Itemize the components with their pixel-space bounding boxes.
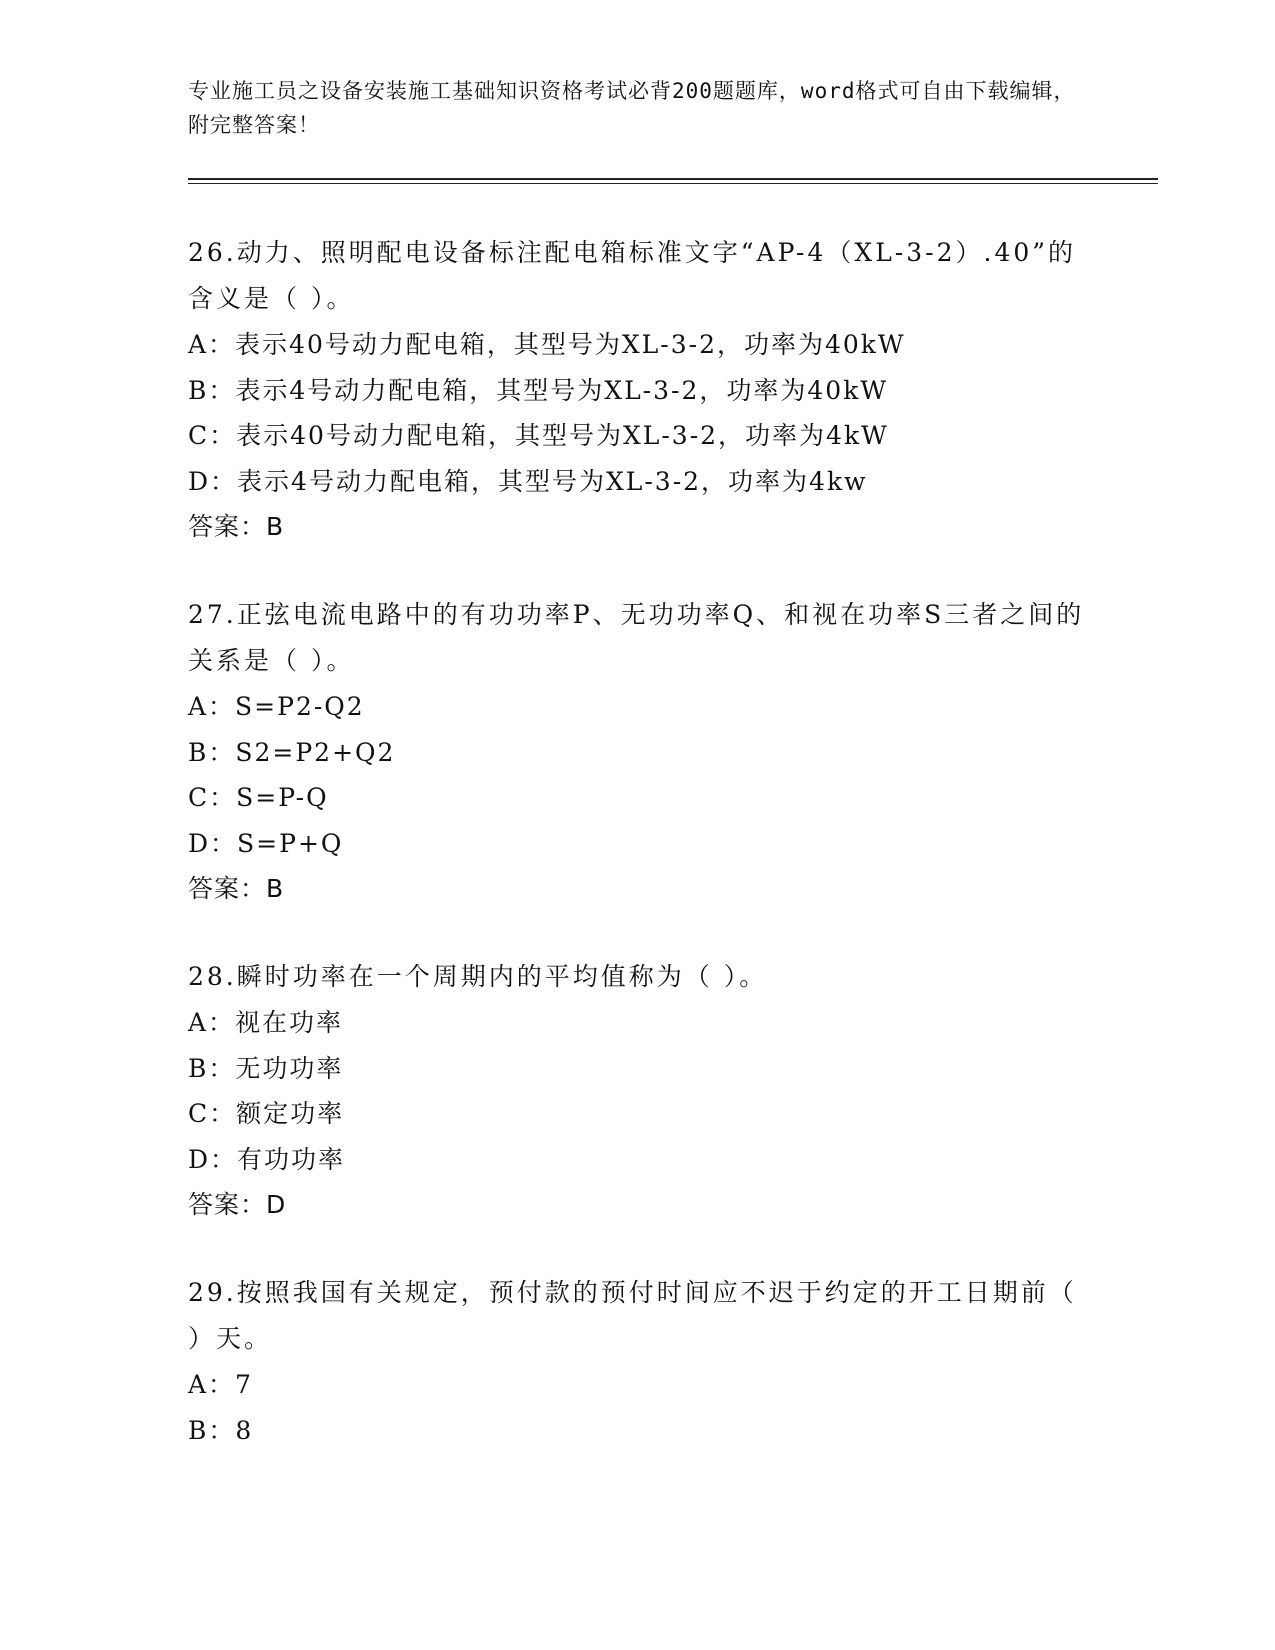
option-b: B：无功功率: [188, 1053, 344, 1083]
question-27: [188, 592, 1088, 912]
question-29: [188, 1270, 1088, 1453]
question-stem: 27.正弦电流电路中的有功功率P、无功功率Q、和视在功率S三者之间的关系是（ ）。: [188, 600, 1085, 675]
document-header: 专业施工员之设备安装施工基础知识资格考试必背200题题库，word格式可自由下载编辑，附完整答案！: [188, 79, 1076, 137]
option-c: C：额定功率: [188, 1099, 345, 1128]
option-d: D：表示4号动力配电箱，其型号为XL-3-2，功率为4kw: [188, 466, 868, 496]
option-b: B：表示4号动力配电箱，其型号为XL-3-2，功率为40kW: [188, 375, 889, 405]
option-a: A：7: [188, 1370, 253, 1399]
question-28: [188, 954, 1088, 1228]
option-c: C：S=P-Q: [188, 783, 329, 812]
question-stem: 28.瞬时功率在一个周期内的平均值称为（ ）。: [188, 962, 768, 991]
option-d: D：S=P+Q: [188, 828, 344, 858]
option-a: A：表示40号动力配电箱，其型号为XL-3-2，功率为40kW: [188, 330, 906, 359]
question-stem: 26.动力、照明配电设备标注配电箱标准文字“AP-4（XL-3-2）.40”的含义是（ ）。: [188, 238, 1077, 313]
question-stem: 29.按照我国有关规定，预付款的预付时间应不迟于约定的开工日期前（ ）天。: [188, 1278, 1077, 1353]
question-list: [188, 230, 1088, 1453]
option-a: A：S=P2-Q2: [188, 692, 365, 721]
option-b: B：8: [188, 1415, 254, 1445]
answer-line: 答案：B: [188, 512, 285, 541]
option-d: D：有功功率: [188, 1144, 346, 1174]
answer-line: 答案：B: [188, 874, 285, 903]
question-26: [188, 230, 1088, 550]
answer-line: 答案：D: [188, 1190, 287, 1219]
option-b: B：S2=P2+Q2: [188, 737, 396, 767]
option-a: A：视在功率: [188, 1008, 344, 1037]
header-divider: [188, 178, 1158, 184]
option-c: C：表示40号动力配电箱，其型号为XL-3-2，功率为4kW: [188, 421, 889, 450]
